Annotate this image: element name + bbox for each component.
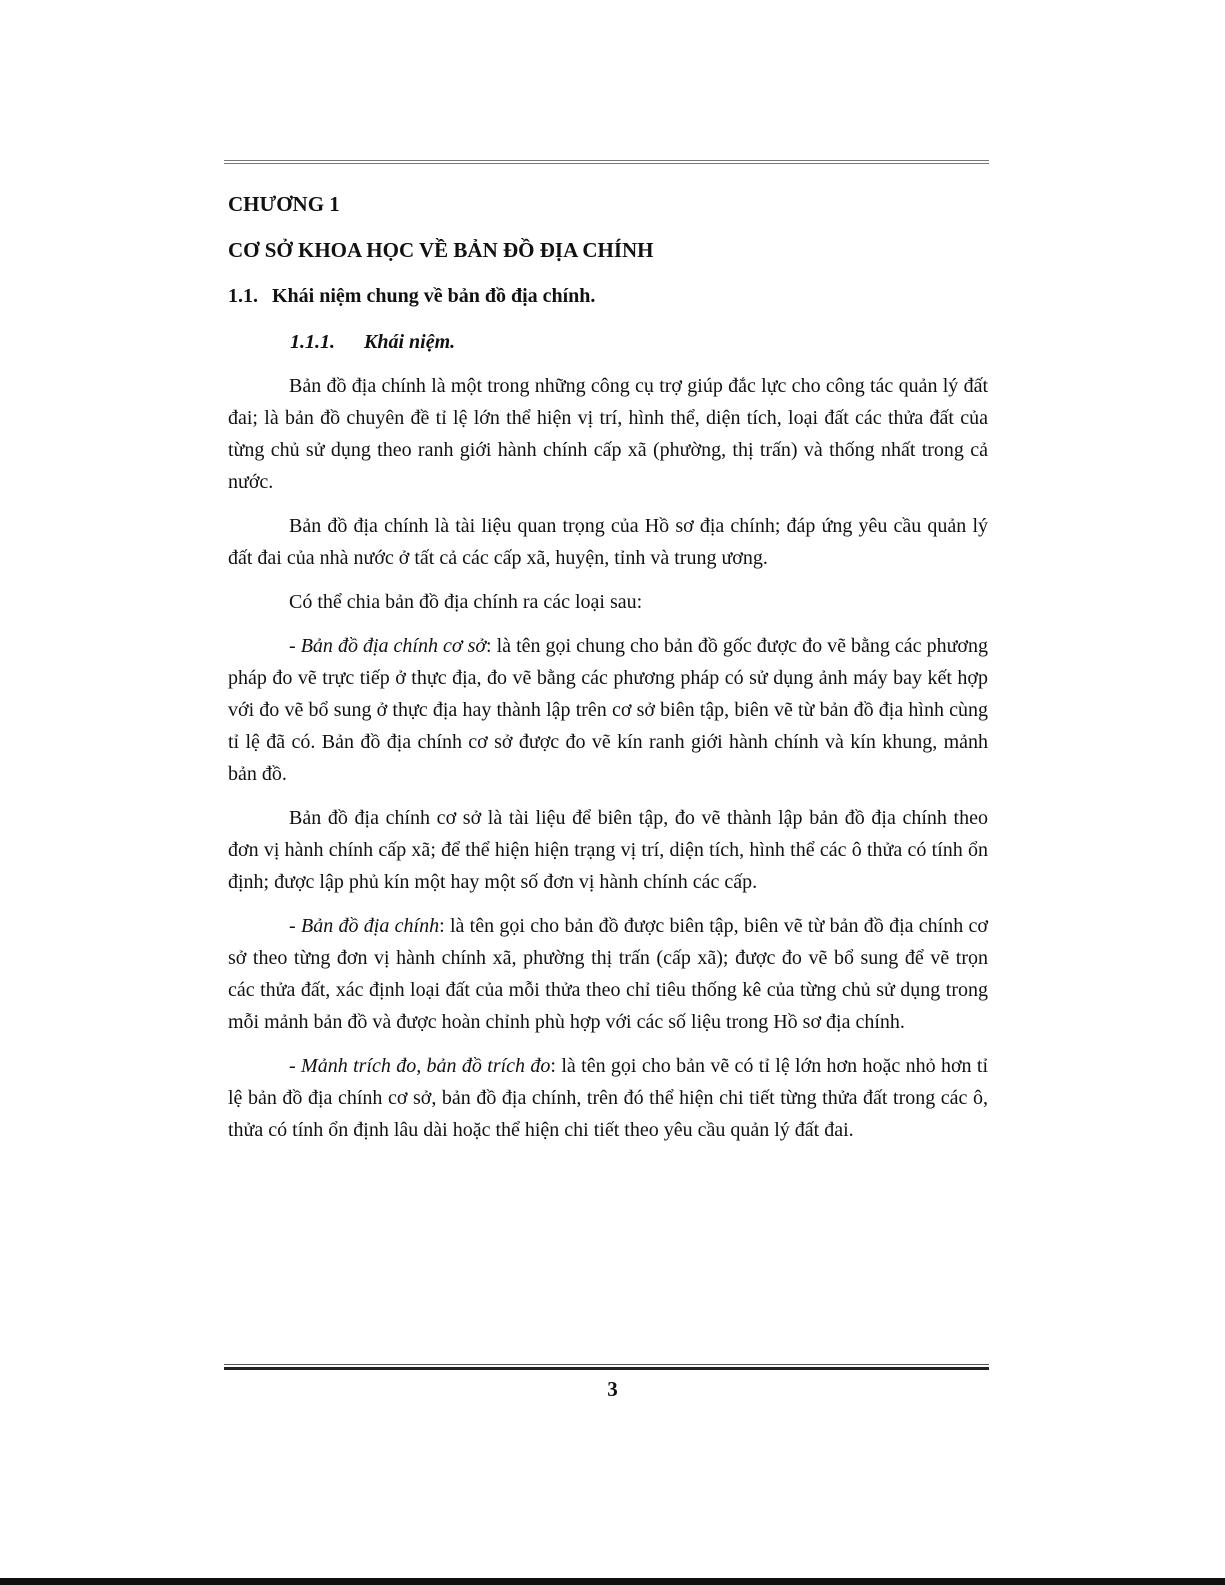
paragraph-base-map-usage: Bản đồ địa chính cơ sở là tài liệu để biên tập, đo vẽ thành lập bản đồ địa chính theo đơn vị hành chính cấp xã; để thể hiện hiện trạng vị trí, diện tích, hình thể các ô thửa có tính ổn định; được lập phủ kín một hay một số đơn vị hành chính các cấp. (228, 807, 988, 893)
chapter-title: CƠ SỞ KHOA HỌC VỀ BẢN ĐỒ ĐỊA CHÍNH (228, 238, 654, 262)
bullet-dash: - (289, 1055, 296, 1077)
footer-rule (224, 1364, 989, 1370)
section-number: 1.1. (228, 285, 258, 307)
subsection-number: 1.1.1. (290, 331, 335, 353)
term-base-map: Bản đồ địa chính cơ sở (300, 635, 487, 657)
paragraph-importance: Bản đồ địa chính là tài liệu quan trọng của Hồ sơ địa chính; đáp ứng yêu cầu quản lý đất đai của nhà nước ở tất cả các cấp xã, huyện, tỉnh và trung ương. (228, 515, 988, 569)
bullet-dash: - (289, 635, 296, 657)
chapter-label: CHƯƠNG 1 (228, 192, 340, 216)
text-extract-map: : là tên gọi cho bản vẽ có tỉ lệ lớn hơn hoặc nhỏ hơn tỉ lệ bản đồ địa chính cơ sở, bản đồ địa chính, trên đó thể hiện chi tiết từng thửa đất trong các ô, thửa có tính ổn định lâu dài hoặc thể hiện chi tiết theo yêu cầu quản lý đất đai. (228, 1055, 989, 1141)
page-number: 3 (607, 1377, 618, 1401)
page-content (228, 188, 988, 1146)
section-heading (228, 280, 988, 312)
text-base-map: : là tên gọi chung cho bản đồ gốc được đo vẽ bằng các phương pháp đo vẽ trực tiếp ở thực địa, đo vẽ bằng các phương pháp có sử dụng ảnh máy bay kết hợp với đo vẽ bổ sung ở thực địa hay thành lập trên cơ sở biên tập, biên vẽ từ bản đồ địa hình cùng tỉ lệ đã có. Bản đồ địa chính cơ sở được đo vẽ kín ranh giới hành chính và kín khung, mảnh bản đồ. (228, 635, 988, 785)
paragraph-base-map (228, 630, 988, 790)
header-rule (224, 160, 989, 164)
term-cadastral-map: Bản đồ địa chính (300, 915, 440, 937)
paragraph-extract-map (228, 1050, 988, 1146)
text-cadastral-map: : là tên gọi cho bản đồ được biên tập, biên vẽ từ bản đồ địa chính cơ sở theo từng đơn vị hành chính xã, phường thị trấn (cấp xã); được đo vẽ bổ sung để vẽ trọn các thửa đất, xác định loại đất của mỗi thửa theo chỉ tiêu thống kê của từng chủ sử dụng trong mỗi mảnh bản đồ và được hoàn chỉnh phù hợp với các số liệu trong Hồ sơ địa chính. (228, 915, 988, 1033)
paragraph-cadastral-map (228, 910, 988, 1038)
bullet-dash: - (289, 915, 296, 937)
subsection-title: Khái niệm. (364, 331, 456, 353)
scan-edge-strip (0, 1578, 1225, 1585)
subsection-heading (290, 326, 988, 358)
paragraph-definition: Bản đồ địa chính là một trong những công cụ trợ giúp đắc lực cho công tác quản lý đất đai; là bản đồ chuyên đề tỉ lệ lớn thể hiện vị trí, hình thể, diện tích, loại đất các thửa đất của từng chủ sử dụng theo ranh giới hành chính cấp xã (phường, thị trấn) và thống nhất trong cả nước. (228, 375, 988, 493)
paragraph-types-intro: Có thể chia bản đồ địa chính ra các loại sau: (289, 591, 643, 613)
term-extract-map: Mảnh trích đo, bản đồ trích đo (301, 1055, 551, 1077)
section-title: Khái niệm chung về bản đồ địa chính. (272, 285, 596, 307)
